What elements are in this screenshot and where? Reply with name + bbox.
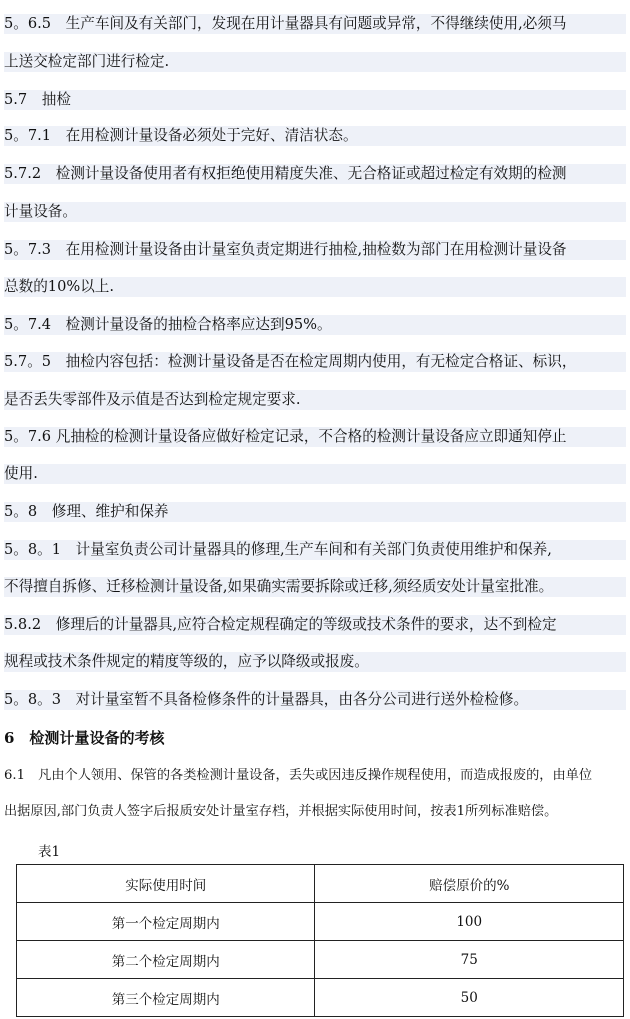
para-5-7-6-line2: 使用.	[4, 464, 626, 484]
row-period: 第三个检定周期内	[17, 979, 315, 1017]
row-period: 第一个检定周期内	[17, 903, 315, 941]
header-usage-time: 实际使用时间	[17, 865, 315, 903]
table-header-row	[17, 865, 624, 903]
para-5-8-1-line2: 不得擅自拆修、迁移检测计量设备,如果确实需要拆除或迁移,须经质安处计量室批准。	[4, 577, 626, 597]
para-5-6-5-line2: 上送交检定部门进行检定.	[4, 52, 626, 72]
row-percent: 75	[315, 941, 624, 979]
table-row	[17, 941, 624, 979]
row-percent: 50	[315, 979, 624, 1017]
para-5-8-2-line2: 规程或技术条件规定的精度等级的，应予以降级或报废。	[4, 652, 626, 672]
para-5-7-4: 5。7.4 检测计量设备的抽检合格率应达到95%。	[4, 315, 626, 335]
para-5-8-2-line1: 5.8.2 修理后的计量器具,应符合检定规程确定的等级或技术条件的要求，达不到检定	[4, 615, 626, 635]
compensation-table	[16, 864, 624, 1017]
para-5-7-3-line2: 总数的10%以上.	[4, 277, 626, 297]
table-caption: 表1	[38, 844, 61, 860]
para-6-1-line1: 6.1 凡由个人领用、保管的各类检测计量设备，丢失或因违反操作规程使用，而造成报废的，由单位	[4, 768, 593, 783]
para-5-7-1: 5。7.1 在用检测计量设备必须处于完好、清洁状态。	[4, 126, 626, 146]
heading-5-7: 5.7 抽检	[4, 90, 626, 110]
para-5-8-1-line1: 5。8。1 计量室负责公司计量器具的修理,生产车间和有关部门负责使用维护和保养,	[4, 540, 626, 560]
para-5-6-5-line1: 5。6.5 生产车间及有关部门，发现在用计量器具有问题或异常，不得继续使用,必须马	[4, 14, 626, 34]
para-6-1-line2: 出据原因,部门负责人签字后报质安处计量室存档，并根据实际使用时间，按表1所列标准赔偿。	[4, 804, 558, 819]
heading-5-8: 5。8 修理、维护和保养	[4, 502, 626, 522]
heading-6: 6 检测计量设备的考核	[4, 729, 165, 747]
table-row	[17, 979, 624, 1017]
para-5-7-5-line1: 5.7。5 抽检内容包括：检测计量设备是否在检定周期内使用，有无检定合格证、标识，	[4, 352, 626, 372]
para-5-7-2-line1: 5.7.2 检测计量设备使用者有权拒绝使用精度失准、无合格证或超过检定有效期的检测	[4, 164, 626, 184]
para-5-7-3-line1: 5。7.3 在用检测计量设备由计量室负责定期进行抽检,抽检数为部门在用检测计量设备	[4, 240, 626, 260]
table-row	[17, 903, 624, 941]
para-5-7-2-line2: 计量设备。	[4, 202, 626, 222]
header-compensation-percent: 赔偿原价的%	[315, 865, 624, 903]
row-percent: 100	[315, 903, 624, 941]
para-5-8-3: 5。8。3 对计量室暂不具备检修条件的计量器具，由各分公司进行送外检检修。	[4, 690, 626, 710]
para-5-7-5-line2: 是否丢失零部件及示值是否达到检定规定要求.	[4, 390, 626, 410]
para-5-7-6-line1: 5。7.6 凡抽检的检测计量设备应做好检定记录，不合格的检测计量设备应立即通知停止	[4, 427, 626, 447]
row-period: 第二个检定周期内	[17, 941, 315, 979]
